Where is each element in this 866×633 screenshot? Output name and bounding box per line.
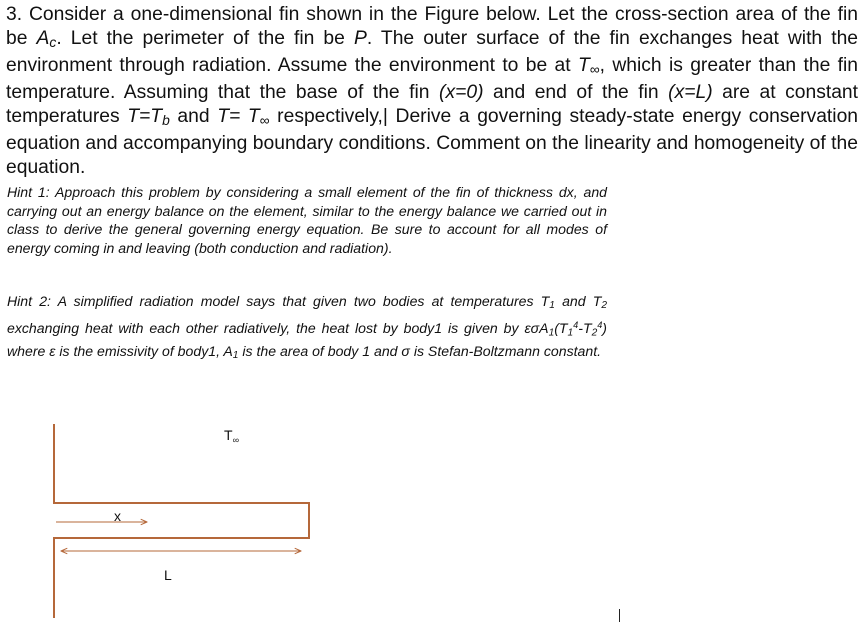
superscript: 4 <box>573 319 579 330</box>
hint-2-text: is the area of body 1 and σ is Stefan-Boltzmann constant. <box>242 343 602 360</box>
text-cursor <box>619 609 620 622</box>
symbol-T: T <box>577 55 590 77</box>
hint-2-text: Hint 2: A simplified radiation model says that given two bodies at temperatures T <box>7 293 550 309</box>
subscript: 2 <box>591 326 598 338</box>
symbol-x0: (x=0) <box>439 82 484 104</box>
hint-1-text: Hint 1: Approach this problem by considering a small element of the fin of thickness dx, and carrying out an energy balance on the element, similar to the energy balance we carried out in class to derive the general governing energy equation. Be sure to account for all modes of energy coming in and leaving (both conduction and radiation). <box>7 184 607 256</box>
subscript: 1 <box>549 300 555 312</box>
symbol-xL: (x=L) <box>668 82 713 104</box>
symbol-A-sub: c <box>49 34 57 51</box>
label-T: T <box>224 427 233 443</box>
hint-2-text: and T <box>562 293 602 309</box>
problem-text: , which is greater than the fin temperature. Assuming that the base of the fin <box>6 55 858 104</box>
symbol-Tb-sub: b <box>162 112 170 129</box>
subscript: 1 <box>232 350 239 362</box>
subscript: 1 <box>567 326 574 338</box>
symbol-T-sub: ∞ <box>589 61 600 78</box>
hint-2-text: exchanging heat with each other radiatively, the heat lost by body1 is given by εσA <box>7 319 549 336</box>
problem-text: Consider a one-dimensional fin shown in the Figure below. Let the cross-section area of the fin be <box>6 4 859 49</box>
problem-text: respectively,| Derive a governing steady-state energy conservation equation and accompanying boundary conditions. Comment on the linearity and homogeneity of the equation. <box>6 106 859 179</box>
problem-text: and <box>177 106 210 128</box>
label-T-sub: ∞ <box>232 435 239 445</box>
subscript: 2 <box>601 300 608 312</box>
hint-2-text: (T <box>554 319 568 336</box>
problem-text: are at constant temperatures <box>6 82 859 128</box>
fin-outline <box>54 424 309 618</box>
hint-2-text: -T <box>578 319 592 336</box>
symbol-A: A <box>36 28 50 49</box>
problem-text: and end of the fin <box>493 82 659 104</box>
hint-2-text: ) where ε is the emissivity of body1, A <box>7 319 607 360</box>
symbol-Tinf-sub: ∞ <box>259 112 270 129</box>
symbol-T-eq2: T= T <box>217 106 260 128</box>
length-label: L <box>164 567 172 583</box>
problem-text: . Let the perimeter of the fin be <box>56 28 345 49</box>
subscript: 1 <box>548 326 555 338</box>
x-label: x <box>114 508 121 524</box>
symbol-P: P <box>353 28 367 49</box>
symbol-T-eq1: T=T <box>127 106 163 128</box>
environment-temp-label <box>224 427 239 445</box>
superscript: 4 <box>597 319 603 330</box>
problem-number: 3. <box>6 4 23 25</box>
problem-text: . The outer surface of the fin exchanges heat with the environment through radiation. Assume the environment to be at <box>6 28 859 77</box>
